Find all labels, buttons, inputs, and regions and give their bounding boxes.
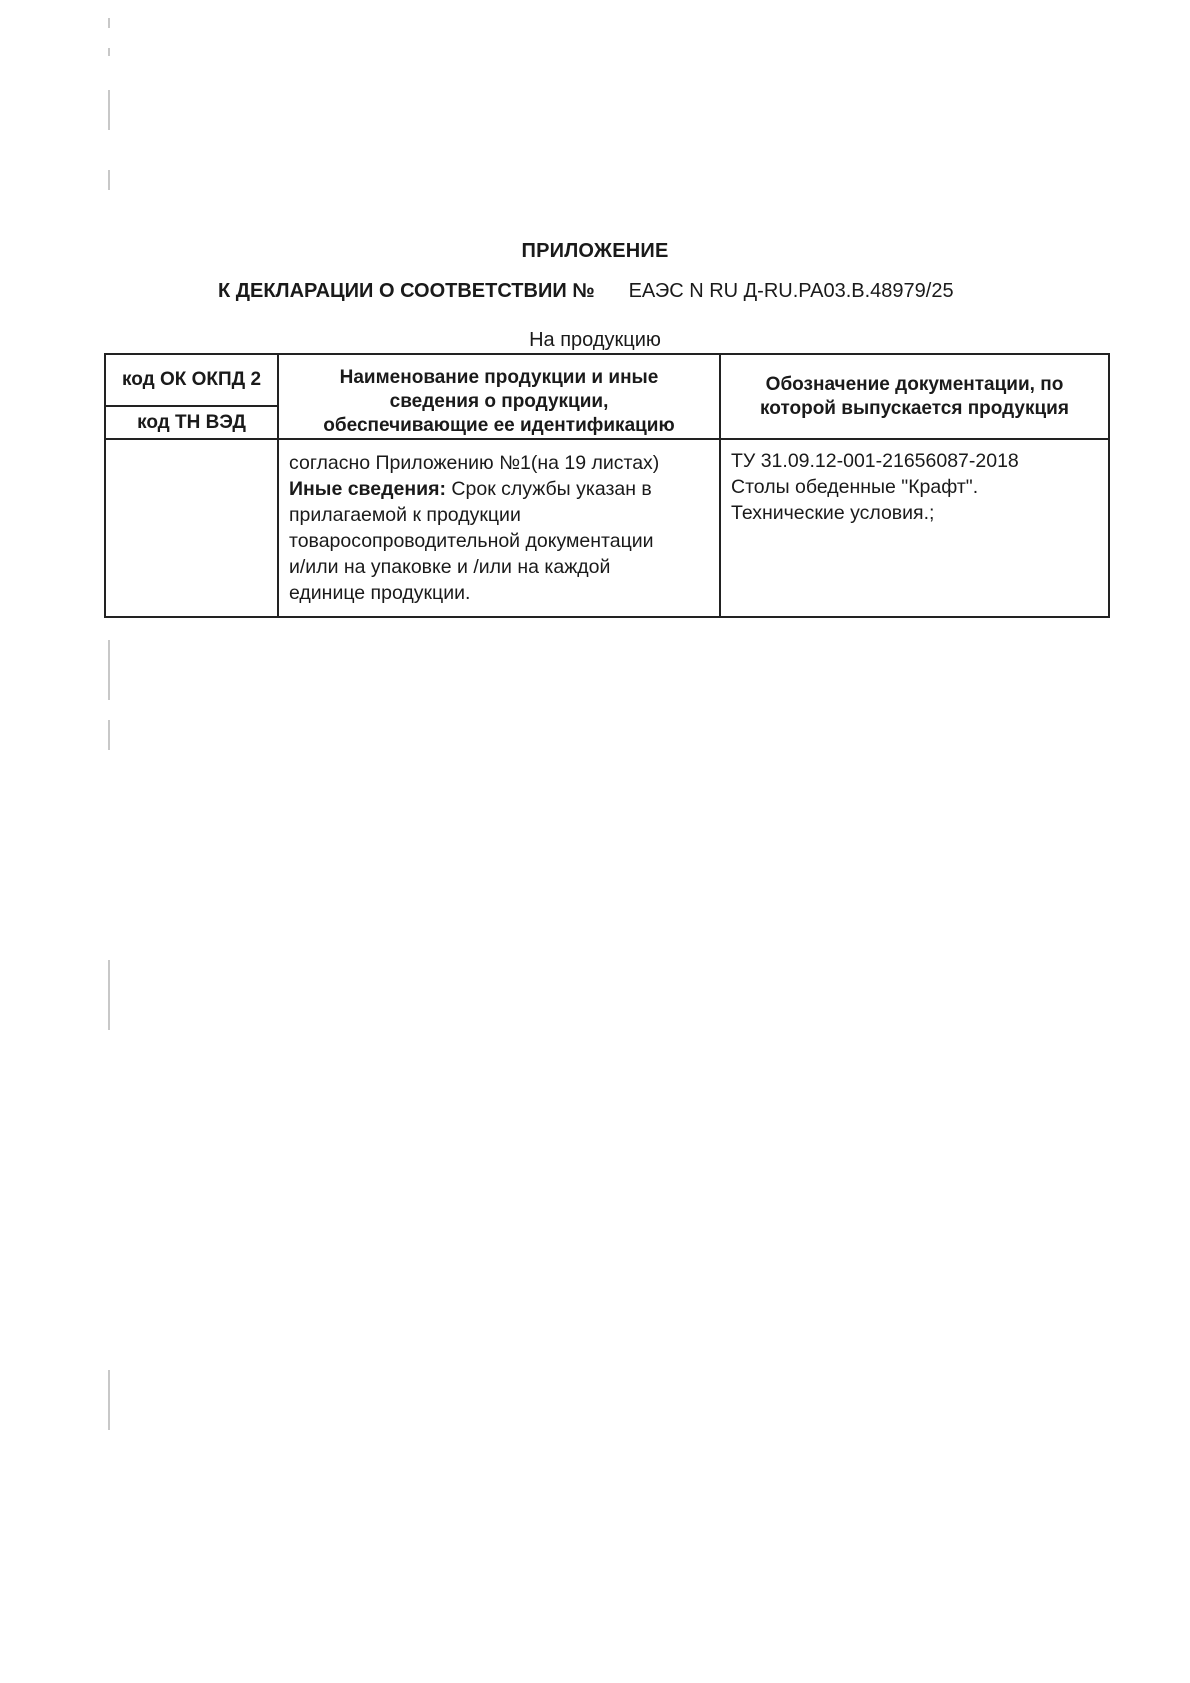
product-table xyxy=(104,353,1110,618)
declaration-label: К ДЕКЛАРАЦИИ О СООТВЕТСТВИИ № xyxy=(218,280,595,302)
other-info-label: Иные сведения: xyxy=(289,478,446,500)
other-info-text: Срок службы указан в xyxy=(451,478,652,500)
header-tn-ved xyxy=(105,406,278,439)
table-row xyxy=(105,439,1109,617)
header-product-name xyxy=(278,354,720,439)
declaration-line xyxy=(218,280,954,303)
product-line: товаросопроводительной документации xyxy=(289,530,654,552)
cell-documentation xyxy=(720,439,1109,617)
product-line: прилагаемой к продукции xyxy=(289,504,521,526)
declaration-number: ЕАЭС N RU Д-RU.PA03.B.48979/25 xyxy=(628,280,954,302)
header-name-line: обеспечивающие ее идентификацию xyxy=(323,415,675,436)
product-line-other xyxy=(289,476,711,502)
product-line: и/или на упаковке и /или на каждой xyxy=(289,556,611,578)
header-doc-line: которой выпускается продукция xyxy=(760,397,1069,419)
product-line: единице продукции. xyxy=(289,582,471,604)
product-line: согласно Приложению №1(на 19 листах) xyxy=(289,452,660,474)
header-okpd xyxy=(105,354,278,406)
doc-line: ТУ 31.09.12-001-21656087-2018 xyxy=(731,450,1019,472)
document-title: ПРИЛОЖЕНИЕ xyxy=(521,240,669,262)
header-doc-line: Обозначение документации, по xyxy=(765,373,1064,395)
doc-line: Технические условия.; xyxy=(731,502,935,524)
cell-okpd xyxy=(105,439,278,617)
header-name-line: сведения о продукции, xyxy=(389,391,609,412)
header-okpd-label: код ОК ОКПД 2 xyxy=(121,369,262,391)
header-name-line: Наименование продукции и иные xyxy=(339,367,659,388)
header-documentation xyxy=(720,354,1109,439)
cell-product-info xyxy=(278,439,720,617)
doc-line: Столы обеденные "Крафт". xyxy=(731,476,979,498)
header-tn-ved-label: код ТН ВЭД xyxy=(137,411,246,433)
product-caption: На продукцию xyxy=(529,329,661,351)
